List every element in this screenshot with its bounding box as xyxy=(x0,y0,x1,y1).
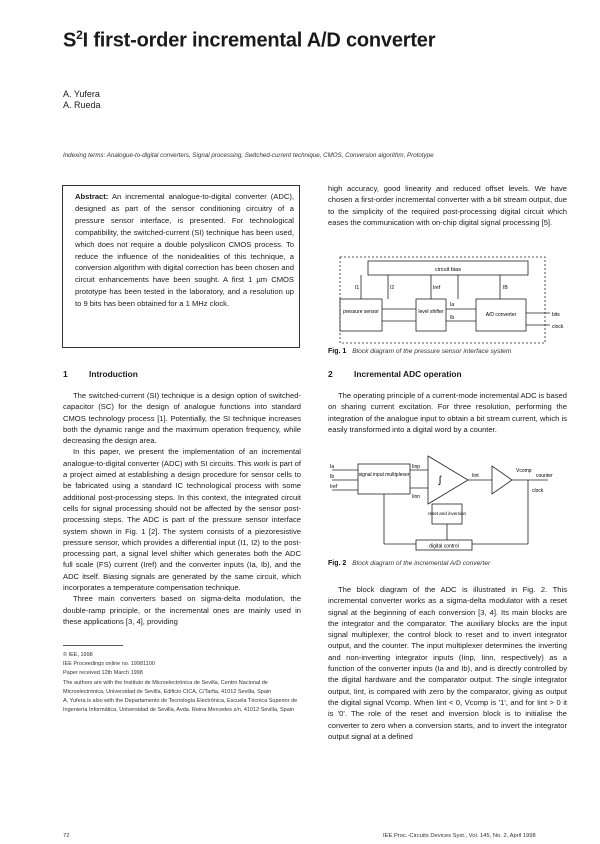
paragraph: The operating principle of a current-mode incremental ADC is based on sharing current excitation. For three resolution, performing the integration of the analogue input to obtain a bit stream current, which is easily transformed into a digital word by a counter. xyxy=(328,391,567,434)
author: A. Yufera xyxy=(63,89,100,99)
fig1-sensor-label: pressure sensor xyxy=(343,309,379,315)
abstract xyxy=(75,191,294,310)
footnote: © IEE, 1998 xyxy=(63,652,93,658)
section-number: 1 xyxy=(63,369,68,379)
fig1-i1-label: I1 xyxy=(355,285,360,291)
fig2-ia-label: Ia xyxy=(330,464,335,470)
fig1-caption-text: Block diagram of the pressure sensor interface system xyxy=(352,348,512,355)
paragraph: The switched-current (SI) technique is a design option of switched-capacitor (SC) for the design of analogue functions into standard CMOS technology process [1]. Potentially, the SI technique increases both the dynamic range and the maximum operation frequency, while decreasing the design area. xyxy=(63,391,301,446)
fig2-label: Fig. 2 xyxy=(328,560,347,567)
fig1-i2-label: I2 xyxy=(390,285,395,291)
fig1-ib-label: Ib xyxy=(450,315,455,321)
figure-1-caption xyxy=(328,348,511,355)
fig2-mux-block xyxy=(358,464,410,494)
title-rest: I first-order incremental A/D converter xyxy=(82,29,436,52)
fig1-bits-label: bits xyxy=(552,312,560,318)
fig1-ia-label: Ia xyxy=(450,302,455,308)
fig2-reset-label: reset and inversion xyxy=(427,511,467,516)
fig1-shifter-block xyxy=(416,299,446,331)
section-title: Introduction xyxy=(89,369,138,379)
journal-footer: IEE Proc.-Circuits Devices Syst., Vol. 145, No. 2, April 1998 xyxy=(383,833,536,839)
section-heading-introduction xyxy=(63,369,301,380)
footnotes xyxy=(63,651,301,715)
fig2-caption-text: Block diagram of the incremental A/D converter xyxy=(352,560,491,567)
figure-2-caption xyxy=(328,560,490,567)
paragraph: In this paper, we present the implementation of an incremental analogue-to-digital converter (ADC) with SI circuits. This work is part of a project aimed at establishing a design procedure for sensor cells to be fabricated using a standard IC technological process with some additional post-processing steps. In this context, the integrated circuit cells for signal processing should not be affected by the sensor post-processing steps. The ADC is part of the pressure sensor interface system shown in Fig. 1 [2]. The system consists of a piezoresistive pressure sensor, which provides a differential input (I1, I2) to the post-processing part, a signal level shifter which generates both the ADC full scale (FS) current (Iref) and the converter inputs (Ia, Ib), and the ADC itself. Biasing signals are generated by the same circuit, which incorporates a temperature compensation technique. xyxy=(63,447,301,593)
title-superscript: 2 xyxy=(76,28,83,42)
introduction-body xyxy=(63,390,301,640)
fig1-circuit-label: circuit bias xyxy=(435,267,461,273)
indexing-terms: Indexing terms: Analogue-to-digital converters, Signal processing, Switched-current technique, CMOS, Conversion algorithm, Prototype xyxy=(63,152,434,159)
fig1-adc-label: A/D converter xyxy=(485,312,517,318)
fig1-clk-label: clock xyxy=(552,324,564,330)
paragraph: high accuracy, good linearity and reduced offset levels. We have chosen a first-order incremental converter with a bit stream output, due to the simplicity of the required post-processing digital circuit which eases the communication with on-chip digital signal processing [5]. xyxy=(328,184,567,227)
fig2-counter-label: counter xyxy=(536,473,553,479)
fig2-vcomp-label: Vcomp xyxy=(516,468,532,474)
paragraph: Three main converters based on sigma-delta modulation, the double-ramp principle, or the incremental ones are mainly used in these applications [3, 4], providing xyxy=(63,594,301,626)
section-title: Incremental ADC operation xyxy=(354,369,462,379)
author-list xyxy=(63,89,101,111)
title-prefix: S xyxy=(63,29,77,52)
fig2-iint-label: Iint xyxy=(472,473,479,479)
figure-1-diagram xyxy=(328,253,568,347)
abstract-label: Abstract: xyxy=(75,192,109,201)
fig2-iinn-label: Iinn xyxy=(412,494,421,500)
fig2-comparator xyxy=(492,466,512,494)
section-heading-adc xyxy=(328,369,567,380)
author: A. Rueda xyxy=(63,100,101,110)
fig2-integrator-amp xyxy=(428,456,468,504)
footnote: A. Yufera is also with the Departamento de Tecnología Electrónica, Escuela Técnica Superior de Ingeniería Informática, Universidad de Sevilla, Avda. Reina Mercedes s/n, 41012 Sevilla, Spain xyxy=(63,698,298,714)
abstract-text: An incremental analogue-to-digital converter (ADC), designed as part of the sensor conditioning circuitry of a pressure sensor interface, is presented. For technological compatibility, the switched-current (SI) technique has been used, which does not require a double polysilicon CMOS process. To reduce the influence of the nonidealities of this technique, a conversion algorithm with digital correction has been chosen and circuit enhancements have been sought. A first 1 µm CMOS prototype has been tested in the laboratory, and a resolution up to 9 bits has been obtained for a 1 MHz clock. xyxy=(75,192,294,309)
fig1-ib2-label: IB xyxy=(503,285,508,291)
footnote: Paper received 12th March 1998 xyxy=(63,670,143,677)
fig1-label: Fig. 1 xyxy=(328,348,347,355)
paper-title xyxy=(63,28,435,53)
fig2-iref-label: Iref xyxy=(330,484,338,490)
right-column-intro xyxy=(328,183,567,228)
fig2-clk-label: clock xyxy=(532,488,544,494)
fig2-integrator-symbol: ∫ xyxy=(438,475,442,486)
fig1-shifter-label: level shifter xyxy=(418,309,444,315)
fig2-control-label: digital control xyxy=(429,543,459,550)
fig1-iref-label: Iref xyxy=(433,285,441,291)
fig2-discussion-body xyxy=(328,584,567,838)
footnote: The authors are with the Instituto de Microelectrónica de Sevilla, Centro Nacional de Microelectrónica, Universidad de Sevilla, Edificio CICA, C/Tarfia, 41012 Sevilla, Spain xyxy=(63,679,272,695)
adc-operation-body xyxy=(328,390,567,450)
figure-2-diagram xyxy=(328,452,568,552)
page-number: 72 xyxy=(63,833,70,839)
footnote-rule xyxy=(63,645,123,646)
footnote: IEE Proceedings online no. 19981100 xyxy=(63,661,155,668)
section-number: 2 xyxy=(328,369,333,379)
fig2-mux-label: signal input multiplexer xyxy=(358,472,410,478)
fig2-iinp-label: Iinp xyxy=(412,464,421,470)
fig2-ib-label: Ib xyxy=(330,474,335,480)
fig1-sensor-block xyxy=(340,299,382,331)
paragraph: The block diagram of the ADC is illustrated in Fig. 2. This incremental converter works as a sigma-delta modulator with a reset signal at the beginning of each conversion [3, 4]. Its main blocks are the integrator and the comparator. The auxiliary blocks are the input signal multiplexer, the control block to reset and to invert integrator output, and the counter. The input multiplexer determines the inverting and non-inverting integrator inputs (Iinp, Iinn, respectively) as a function of the converter inputs (Ia and Ib), and is directly controlled by the digital hardware and the comparator output. The single integrator output, Iint, is compared with zero by the comparator, giving as output the digital signal Vcomp. When Iint < 0, Vcomp is '1', and for Iint > 0 it is '0'. The role of the reset and inversion block is to initialise the converter to zero when a conversion starts, and to invert the integrator output signal at a defined xyxy=(328,585,567,741)
